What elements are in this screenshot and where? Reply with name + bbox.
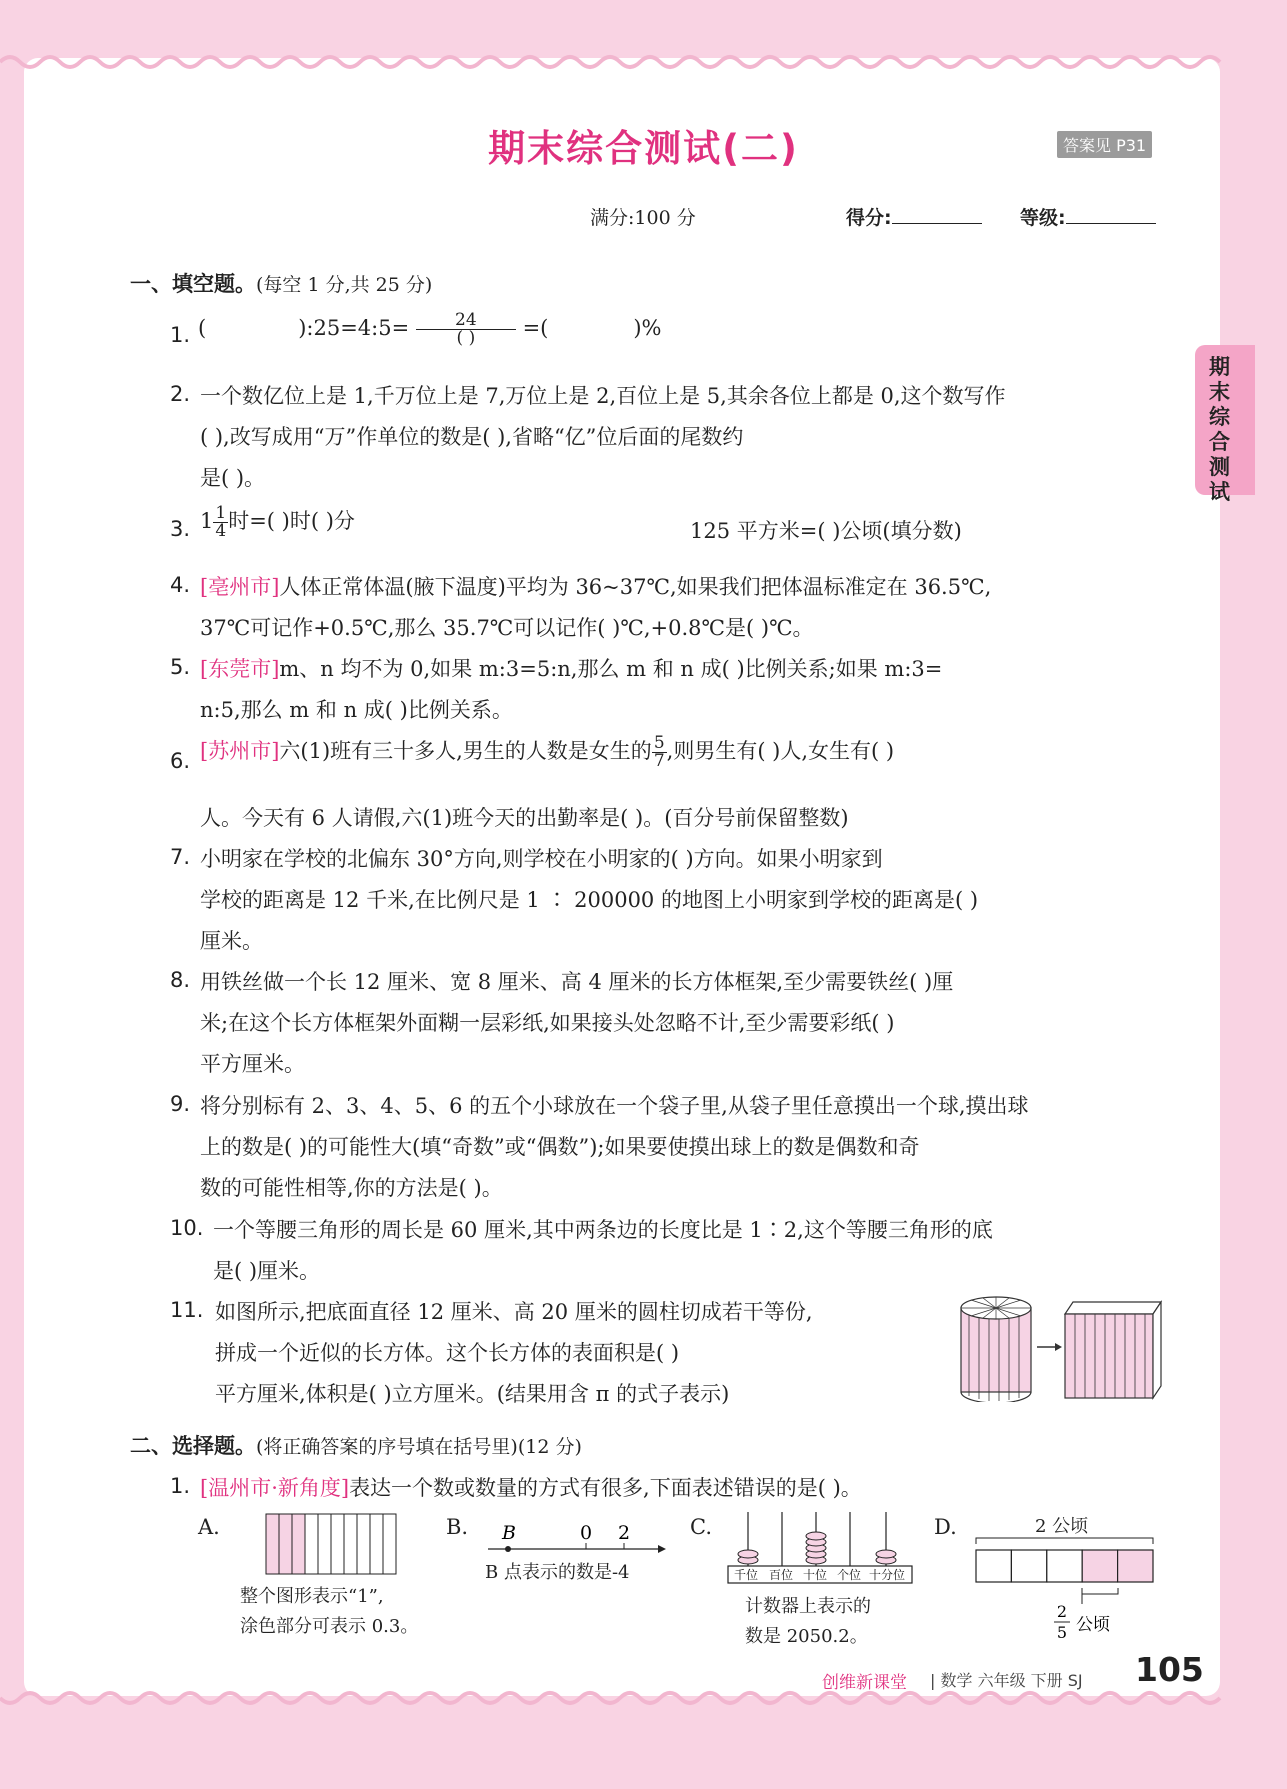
place-ones: 个位	[837, 1568, 862, 1582]
option-c-caption-1: 计数器上表示的	[745, 1596, 871, 1617]
top-wave-border	[0, 50, 1287, 70]
q7-line1: 小明家在学校的北偏东 30°方向,则学校在小明家的( )方向。如果小明家到	[200, 847, 883, 871]
page-number: 105	[1135, 1650, 1204, 1689]
region-tag: [苏州市]	[200, 739, 280, 763]
grid-column-shaded	[279, 1514, 292, 1574]
grade-label: 等级:	[1020, 207, 1066, 229]
section-1-heading: 一、填空题。(每空 1 分,共 25 分)	[130, 272, 433, 296]
grid-column	[357, 1514, 370, 1574]
footer-brand: 创维新课堂	[822, 1673, 907, 1693]
region-tag: [亳州市]	[200, 575, 280, 599]
cylinder-to-cuboid-figure	[955, 1292, 1170, 1402]
option-c-abacus	[726, 1510, 918, 1586]
q9-line2: 上的数是( )的可能性大(填“奇数”或“偶数”);如果要使摸出球上的数是偶数和奇	[200, 1135, 920, 1159]
grid-column	[344, 1514, 357, 1574]
option-d-top-label: 2 公顷	[1035, 1516, 1089, 1537]
option-a-label[interactable]: A.	[198, 1515, 220, 1539]
q4-number: 4.	[170, 573, 191, 597]
q8-number: 8.	[170, 968, 191, 992]
grid-column	[331, 1514, 344, 1574]
q6-number: 6.	[170, 749, 191, 773]
option-d-unit: 公顷	[1076, 1615, 1110, 1635]
option-d-frac-n: 2	[1056, 1602, 1068, 1621]
q2-number: 2.	[170, 382, 191, 406]
q10-line1: 一个等腰三角形的周长是 60 厘米,其中两条边的长度比是 1∶2,这个等腰三角形的底	[213, 1218, 993, 1242]
q3-text: 1 $\frac{1}{4}$ 时=( )时( )分	[200, 503, 355, 541]
grade-blank[interactable]	[1066, 205, 1156, 224]
bar-cell	[1047, 1550, 1082, 1582]
q1-text: ( ):25=4:5= $\frac{24}{( )}$ =( )%	[198, 310, 662, 348]
s2-q1-text: [温州市·新角度]表达一个数或数量的方式有很多,下面表述错误的是( )。	[200, 1476, 862, 1500]
score-label: 得分:	[846, 207, 892, 229]
q7-line2: 学校的距离是 12 千米,在比例尺是 1 ∶ 200000 的地图上小明家到学校的距离是( )	[200, 888, 979, 912]
grid-column	[318, 1514, 331, 1574]
q9-line3: 数的可能性相等,你的方法是( )。	[200, 1176, 503, 1200]
option-b-caption: B 点表示的数是-4	[485, 1562, 630, 1583]
q8-line3: 平方厘米。	[200, 1052, 305, 1076]
place-hundreds: 百位	[769, 1568, 794, 1582]
tick-2: 2	[618, 1522, 631, 1544]
q6-line1: [苏州市]六(1)班有三十多人,男生的人数是女生的 $\frac{5}{7}$ ,则男生有( )人,女生有( )	[200, 733, 895, 771]
q8-line1: 用铁丝做一个长 12 厘米、宽 8 厘米、高 4 厘米的长方体框架,至少需要铁丝( )厘	[200, 970, 954, 994]
q7-line3: 厘米。	[200, 929, 263, 953]
region-tag: [温州市·新角度]	[200, 1476, 350, 1500]
grid-column	[370, 1514, 383, 1574]
bar-cell-shaded	[1082, 1550, 1117, 1582]
q9-number: 9.	[170, 1092, 191, 1116]
q2-line1: 一个数亿位上是 1,千万位上是 7,万位上是 2,百位上是 5,其余各位上都是 0,这个数写作	[200, 384, 1006, 408]
q1-frac-denominator: ( )	[456, 328, 476, 348]
q4-line2: 37℃可记作+0.5℃,那么 35.7℃可以记作( )℃,+0.8℃是( )℃。	[200, 616, 814, 640]
q3-number: 3.	[170, 517, 191, 541]
q5-line1: [东莞市]m、n 均不为 0,如果 m:3=5:n,那么 m 和 n 成( )比例关系;如果 m:3=	[200, 657, 943, 681]
footer-info: | 数学 六年级 下册 SJ	[930, 1671, 1083, 1690]
place-thousands: 千位	[734, 1568, 759, 1582]
place-tenths: 十分位	[869, 1568, 906, 1582]
s2-q1-number: 1.	[170, 1474, 191, 1498]
grid-column-shaded	[266, 1514, 279, 1574]
q1-number: 1.	[170, 323, 191, 347]
tick-0: 0	[580, 1522, 593, 1544]
q2-line2: ( ),改写成用“万”作单位的数是( ),省略“亿”位后面的尾数约	[200, 425, 744, 449]
grid-column	[383, 1514, 396, 1574]
option-d-bar	[970, 1528, 1160, 1638]
q11-line3: 平方厘米,体积是( )立方厘米。(结果用含 π 的式子表示)	[215, 1382, 730, 1406]
grid-column-shaded	[292, 1514, 305, 1574]
option-d-frac-d: 5	[1056, 1623, 1068, 1638]
option-b-label[interactable]: B.	[446, 1515, 469, 1539]
q9-line1: 将分别标有 2、3、4、5、6 的五个小球放在一个袋子里,从袋子里任意摸出一个球,摸出球	[200, 1094, 1029, 1118]
q7-number: 7.	[170, 845, 191, 869]
place-tens: 十位	[803, 1568, 828, 1582]
q2-line3: 是( )。	[200, 466, 266, 490]
option-d-label[interactable]: D.	[934, 1515, 957, 1539]
section-2-heading: 二、选择题。(将正确答案的序号填在括号里)(12 分)	[130, 1434, 582, 1458]
bottom-wave-border	[0, 1690, 1287, 1710]
answer-reference-badge: 答案见 P31	[1057, 131, 1152, 158]
q6-line2: 人。今天有 6 人请假,六(1)班今天的出勤率是( )。(百分号前保留整数)	[200, 806, 849, 830]
grid-column	[305, 1514, 318, 1574]
q3-text-b: 125 平方米=( )公顷(填分数)	[690, 519, 962, 543]
bar-cell	[976, 1550, 1011, 1582]
q8-line2: 米;在这个长方体框架外面糊一层彩纸,如果接头处忽略不计,至少需要彩纸( )	[200, 1011, 895, 1035]
bar-cell	[1011, 1550, 1046, 1582]
side-tab	[1195, 345, 1255, 504]
q11-line2: 拼成一个近似的长方体。这个长方体的表面积是( )	[215, 1341, 680, 1365]
q10-line2: 是( )厘米。	[213, 1259, 321, 1283]
side-tab-label: 期末综合测试	[1209, 355, 1230, 504]
option-a-caption-2: 涂色部分可表示 0.3。	[240, 1616, 419, 1637]
option-a-grid	[263, 1512, 399, 1578]
q4-line1: [亳州市]人体正常体温(腋下温度)平均为 36~37℃,如果我们把体温标准定在 36.5℃,	[200, 575, 992, 599]
page-title: 期末综合测试(二)	[488, 127, 799, 170]
q10-number: 10.	[170, 1216, 204, 1240]
point-b-label: B	[502, 1522, 516, 1544]
q1-frac-numerator: 24	[416, 312, 516, 330]
option-c-label[interactable]: C.	[690, 1515, 712, 1539]
q11-number: 11.	[170, 1298, 204, 1322]
option-a-caption-1: 整个图形表示“1”,	[240, 1586, 384, 1607]
region-tag: [东莞市]	[200, 657, 280, 681]
bar-cell-shaded	[1118, 1550, 1153, 1582]
full-score: 满分:100 分	[590, 207, 696, 229]
score-blank[interactable]	[892, 205, 982, 224]
q11-line1: 如图所示,把底面直径 12 厘米、高 20 厘米的圆柱切成若干等份,	[215, 1300, 813, 1324]
option-c-caption-2: 数是 2050.2。	[745, 1626, 868, 1647]
q5-number: 5.	[170, 655, 191, 679]
q5-line2: n:5,那么 m 和 n 成( )比例关系。	[200, 698, 513, 722]
